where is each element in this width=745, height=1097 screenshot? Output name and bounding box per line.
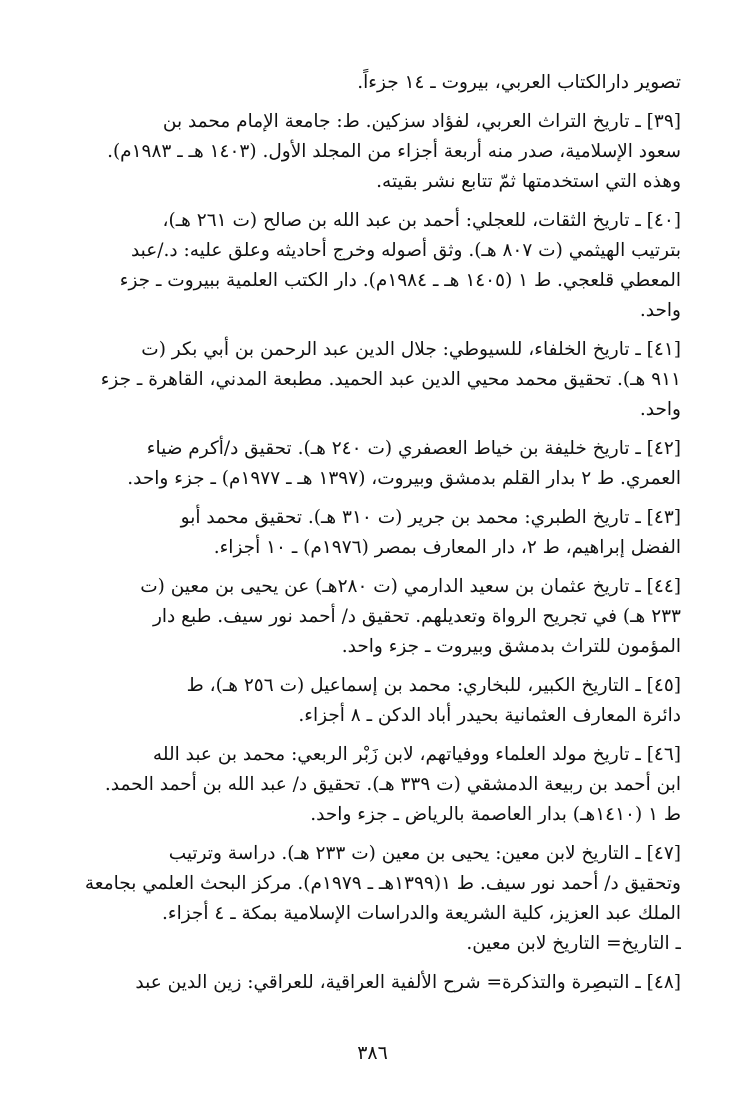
bibliography-entry [68,68,681,98]
entry-line: ٩١١ هـ). تحقيق محمد محيي الدين عبد الحميد. مطبعة المدني، القاهرة ـ جزء [100,369,681,390]
entry-line: ط ١ (١٤١٠هـ) بدار العاصمة بالرياض ـ جزء واحد. [310,804,681,825]
entry-line: [٤٣] ـ تاريخ الطبري: محمد بن جرير (ت ٣١٠ هـ). تحقيق محمد أبو [180,507,681,528]
bibliography-entry [68,335,681,425]
bibliography-entry [68,206,681,326]
entry-line: ـ التاريخ= التاريخ لابن معين. [466,933,681,954]
bibliography-entry [68,839,681,959]
entry-line: وهذه التي استخدمتها ثمّ تتابع نشر بقيته. [376,171,681,192]
entry-line: [٤٥] ـ التاريخ الكبير، للبخاري: محمد بن إسماعيل (ت ٢٥٦ هـ)، ط [186,675,681,696]
entry-line: الملك عبد العزيز، كلية الشريعة والدراسات الإسلامية بمكة ـ ٤ أجزاء. [161,903,681,924]
entry-line: [٤١] ـ تاريخ الخلفاء، للسيوطي: جلال الدين عبد الرحمن بن أبي بكر (ت [141,339,681,360]
entry-line: واحد. [639,399,681,420]
page-number: ٣٨٦ [357,1042,388,1064]
entry-line: سعود الإسلامية، صدر منه أربعة أجزاء من المجلد الأول. (١٤٠٣ هـ ـ ١٩٨٣م). [107,141,681,162]
entry-line: [٤٨] ـ التبصِرة والتذكرة= شرح الألفية العراقية، للعراقي: زين الدين عبد [135,972,681,993]
bibliography-entry [68,434,681,494]
bibliography-entry [68,503,681,563]
entry-line: دائرة المعارف العثمانية بحيدر أباد الدكن ـ ٨ أجزاء. [298,705,681,726]
entry-line: المؤمون للتراث بدمشق وبيروت ـ جزء واحد. [341,636,681,657]
entry-line: تصوير دارالكتاب العربي، بيروت ـ ١٤ جزءاً. [357,72,681,93]
entry-line: [٤٠] ـ تاريخ الثقات، للعجلي: أحمد بن عبد الله بن صالح (ت ٢٦١ هـ)، [162,210,681,231]
entry-line: [٤٤] ـ تاريخ عثمان بن سعيد الدارمي (ت ٢٨٠هـ) عن يحيى بن معين (ت [140,576,681,597]
bibliography-entry [68,740,681,830]
entry-line: وتحقيق د/ أحمد نور سيف. ط ١(١٣٩٩هـ ـ ١٩٧٩م). مركز البحث العلمي بجامعة [84,873,681,894]
entry-line: [٤٦] ـ تاريخ مولد العلماء ووفياتهم، لابن زَبْر الربعي: محمد بن عبد الله [152,744,681,765]
bibliography-entry [68,671,681,731]
entry-line: بترتيب الهيثمي (ت ٨٠٧ هـ). وثق أصوله وخرج أحاديثه وعلق عليه: د./عبد [130,240,681,261]
entry-line: ٢٣٣ هـ) في تجريح الرواة وتعديلهم. تحقيق د/ أحمد نور سيف. طبع دار [152,606,681,627]
entry-line: الفضل إبراهيم، ط ٢، دار المعارف بمصر (١٩٧٦م) ـ ١٠ أجزاء. [213,537,681,558]
entry-line: المعطي قلعجي. ط ١ (١٤٠٥ هـ ـ ١٩٨٤م). دار الكتب العلمية ببيروت ـ جزء [119,270,681,291]
bibliography-entry [68,968,681,998]
bibliography-entry [68,572,681,662]
entry-line: ابن أحمد بن ربيعة الدمشقي (ت ٣٣٩ هـ). تحقيق د/ عبد الله بن أحمد الحمد. [104,774,681,795]
entry-line: واحد. [639,300,681,321]
bibliography-entry [68,107,681,197]
entry-line: [٤٢] ـ تاريخ خليفة بن خياط العصفري (ت ٢٤٠ هـ). تحقيق د/أكرم ضياء [146,438,681,459]
entry-line: العمري. ط ٢ بدار القلم بدمشق وبيروت، (١٣٩٧ هـ ـ ١٩٧٧م) ـ جزء واحد. [127,468,681,489]
entry-line: [٤٧] ـ التاريخ لابن معين: يحيى بن معين (ت ٢٣٣ هـ). دراسة وترتيب [168,843,681,864]
entry-line: [٣٩] ـ تاريخ التراث العربي، لفؤاد سزكين. ط: جامعة الإمام محمد بن [162,111,681,132]
bibliography-page [68,68,681,998]
